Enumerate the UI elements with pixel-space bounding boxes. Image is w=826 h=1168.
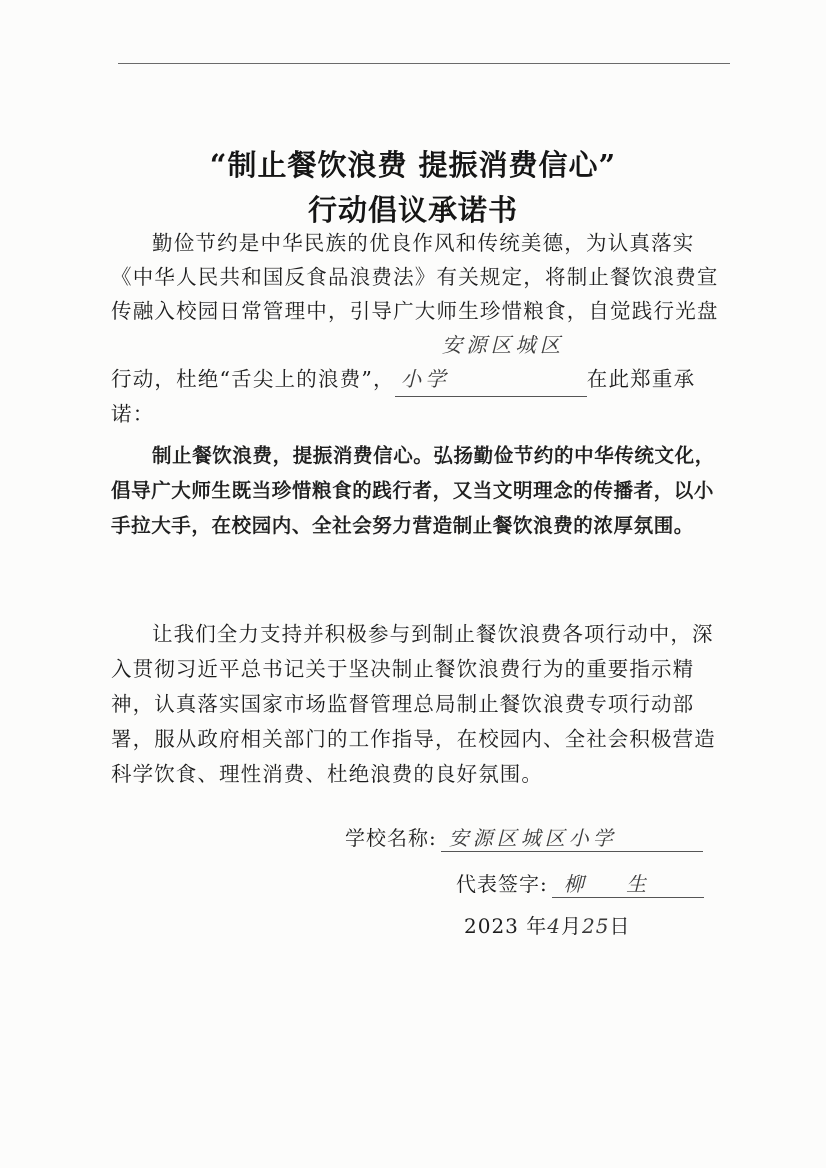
date-month-handwritten: 4 — [547, 914, 561, 938]
intro-school-handwritten: 安源区城区小学 — [395, 328, 587, 397]
date-row — [464, 910, 630, 939]
document-title-line2: 行动倡议承诺书 — [307, 193, 518, 227]
date-day-handwritten: 25 — [582, 914, 610, 938]
intro-text: 勤俭节约是中华民族的优良作风和传统美德，为认真落实《中华人民共和国反食品浪费法》有关规定，将制止餐饮浪费宣传融入校园日常管理中，引导广大师生珍惜粮食，自觉践行光盘行动，杜绝“舌尖上的浪费”， — [111, 231, 719, 391]
date-year: 2023 年 — [464, 914, 548, 938]
top-rule — [118, 63, 730, 64]
paragraph-commitment: 让我们全力支持并积极参与到制止餐饮浪费各项行动中，深入贯彻习近平总书记关于坚决制止餐饮浪费行为的重要指示精神，认真落实国家市场监督管理总局制止餐饮浪费专项行动部署，服从政府相关部门的工作指导，在校园内、全社会积极营造科学饮食、理性消费、杜绝浪费的良好氛围。 — [111, 622, 716, 786]
school-name-label: 学校名称: — [345, 826, 437, 850]
document-title-line1: “制止餐饮浪费 提振消费信心” — [209, 148, 617, 182]
date-day-unit: 日 — [609, 914, 631, 938]
school-name-handwritten: 安源区城区小学 — [441, 822, 703, 852]
paragraph-pledge: 制止餐饮浪费，提振消费信心。弘扬勤俭节约的中华传统文化，倡导广大师生既当珍惜粮食的践行者，又当文明理念的传播者，以小手拉大手，在校园内、全社会努力营造制止餐饮浪费的浓厚氛围。 — [111, 444, 715, 537]
intro-text-end: 在此郑重承诺： — [111, 367, 696, 426]
representative-row — [456, 868, 704, 898]
date-month-unit: 月 — [561, 914, 582, 938]
representative-label: 代表签字: — [456, 872, 548, 896]
school-name-row — [345, 822, 703, 852]
representative-signature: 柳 生 — [552, 868, 704, 898]
paragraph-intro — [111, 226, 721, 431]
